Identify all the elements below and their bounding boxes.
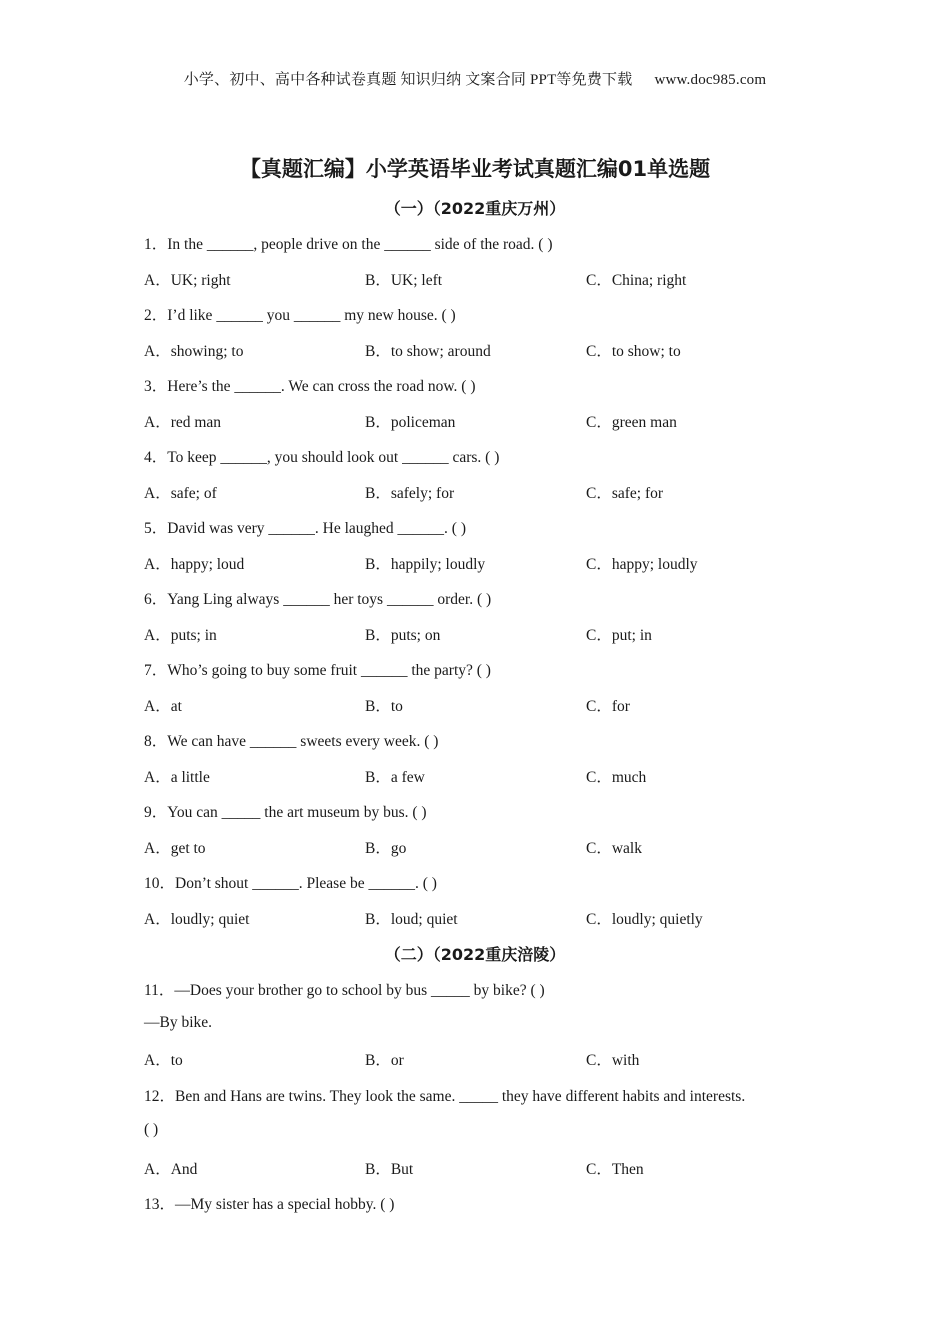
option-c: C．for bbox=[586, 698, 630, 715]
option-c: C．happy; loudly bbox=[586, 556, 698, 573]
option-a: A．puts; in bbox=[144, 627, 217, 644]
option-b: B．safely; for bbox=[365, 485, 455, 502]
option-b: B．happily; loudly bbox=[365, 556, 486, 573]
question-answer-bracket: ( ) bbox=[144, 1121, 159, 1138]
question-text: 2．I’d like ______ you ______ my new house. ( ) bbox=[144, 307, 456, 324]
question-text: 3．Here’s the ______. We can cross the road now. ( ) bbox=[144, 378, 476, 395]
option-b: B．to bbox=[365, 698, 403, 715]
option-c: C．to show; to bbox=[586, 343, 681, 360]
option-b: B．go bbox=[365, 840, 407, 857]
option-a: A．And bbox=[144, 1161, 198, 1178]
question-text: 1．In the ______, people drive on the ______ side of the road. ( ) bbox=[144, 236, 553, 253]
header-text: 小学、初中、高中各种试卷真题 知识归纳 文案合同 PPT等免费下载 bbox=[183, 72, 633, 88]
option-a: A．loudly; quiet bbox=[144, 911, 250, 928]
section-heading: （一）（2022重庆万州） bbox=[384, 199, 566, 218]
question-text: 9．You can _____ the art museum by bus. ( ) bbox=[144, 804, 427, 821]
option-a: A．to bbox=[144, 1052, 183, 1069]
option-b: B．to show; around bbox=[365, 343, 491, 360]
option-b: B．a few bbox=[365, 769, 425, 786]
option-c: C．walk bbox=[586, 840, 642, 857]
header-site-link[interactable]: www.doc985.com bbox=[654, 72, 767, 88]
option-b: B．policeman bbox=[365, 414, 456, 431]
option-a: A．UK; right bbox=[144, 272, 231, 289]
question-text: 6．Yang Ling always ______ her toys ______ order. ( ) bbox=[144, 591, 492, 608]
option-b: B．or bbox=[365, 1052, 404, 1069]
question-text: 11．—Does your brother go to school by bus _____ by bike? ( ) bbox=[144, 982, 545, 999]
page-title: 【真题汇编】小学英语毕业考试真题汇编01单选题 bbox=[239, 157, 711, 181]
option-a: A．showing; to bbox=[144, 343, 244, 360]
option-c: C．China; right bbox=[586, 272, 687, 289]
question-answer-line: —By bike. bbox=[144, 1014, 213, 1031]
option-c: C．with bbox=[586, 1052, 640, 1069]
option-c: C．much bbox=[586, 769, 647, 786]
option-a: A．happy; loud bbox=[144, 556, 245, 573]
question-text: 10．Don’t shout ______. Please be ______. ( ) bbox=[144, 875, 437, 892]
option-b: B．puts; on bbox=[365, 627, 441, 644]
option-c: C．loudly; quietly bbox=[586, 911, 703, 928]
question-text: 4．To keep ______, you should look out ______ cars. ( ) bbox=[144, 449, 500, 466]
question-text: 5．David was very ______. He laughed ______. ( ) bbox=[144, 520, 466, 537]
option-b: B．But bbox=[365, 1161, 414, 1178]
option-c: C．put; in bbox=[586, 627, 652, 644]
option-a: A．red man bbox=[144, 414, 222, 431]
option-a: A．safe; of bbox=[144, 485, 217, 502]
section-heading: （二）（2022重庆涪陵） bbox=[384, 945, 566, 964]
option-a: A．at bbox=[144, 698, 182, 715]
option-c: C．green man bbox=[586, 414, 677, 431]
option-c: C．safe; for bbox=[586, 485, 664, 502]
option-a: A．a little bbox=[144, 769, 210, 786]
option-c: C．Then bbox=[586, 1161, 644, 1178]
question-text: 13．—My sister has a special hobby. ( ) bbox=[144, 1196, 395, 1213]
option-a: A．get to bbox=[144, 840, 206, 857]
page-header bbox=[0, 68, 950, 89]
question-text: 8．We can have ______ sweets every week. ( ) bbox=[144, 733, 439, 750]
question-text: 12．Ben and Hans are twins. They look the same. _____ they have different habits and interests. bbox=[144, 1088, 746, 1105]
option-b: B．loud; quiet bbox=[365, 911, 458, 928]
option-b: B．UK; left bbox=[365, 272, 443, 289]
question-text: 7．Who’s going to buy some fruit ______ the party? ( ) bbox=[144, 662, 491, 679]
